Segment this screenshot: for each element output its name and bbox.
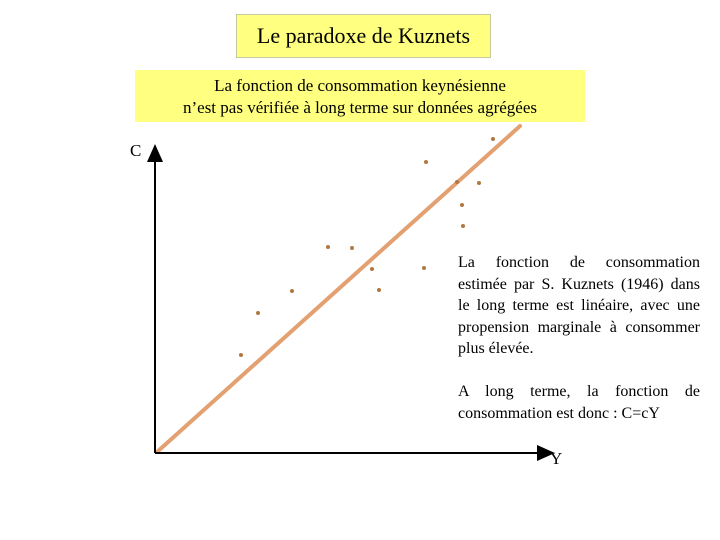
title: Le paradoxe de Kuznets [256,23,471,48]
subtitle-line-2: n’est pas vérifiée à long terme sur données agrégées [182,98,538,117]
data-point [491,137,495,141]
data-points [239,137,495,357]
data-point [477,181,481,185]
note-kuznets [458,252,700,360]
data-point [326,245,330,249]
data-point [455,180,459,184]
data-point [422,266,426,270]
data-point [290,289,294,293]
data-point [377,288,381,292]
data-point [460,203,464,207]
data-point [239,353,243,357]
x-axis-label: Y [550,449,563,468]
data-point [461,224,465,228]
note-conclusion-text: A long terme, la fonction de consommation est donc : C=cY [458,383,700,422]
note-kuznets-text: La fonction de consommation estimée par S. Kuznets (1946) dans le long terme est linéaire, avec une propension marginale à consommer plus élevée. [458,254,700,357]
data-point [350,246,354,250]
data-point [256,311,260,315]
data-point [424,160,428,164]
subtitle-line-1: La fonction de consommation keynésienne [214,76,506,95]
note-conclusion [458,381,700,424]
data-point [370,267,374,271]
y-axis-label: C [130,141,142,160]
